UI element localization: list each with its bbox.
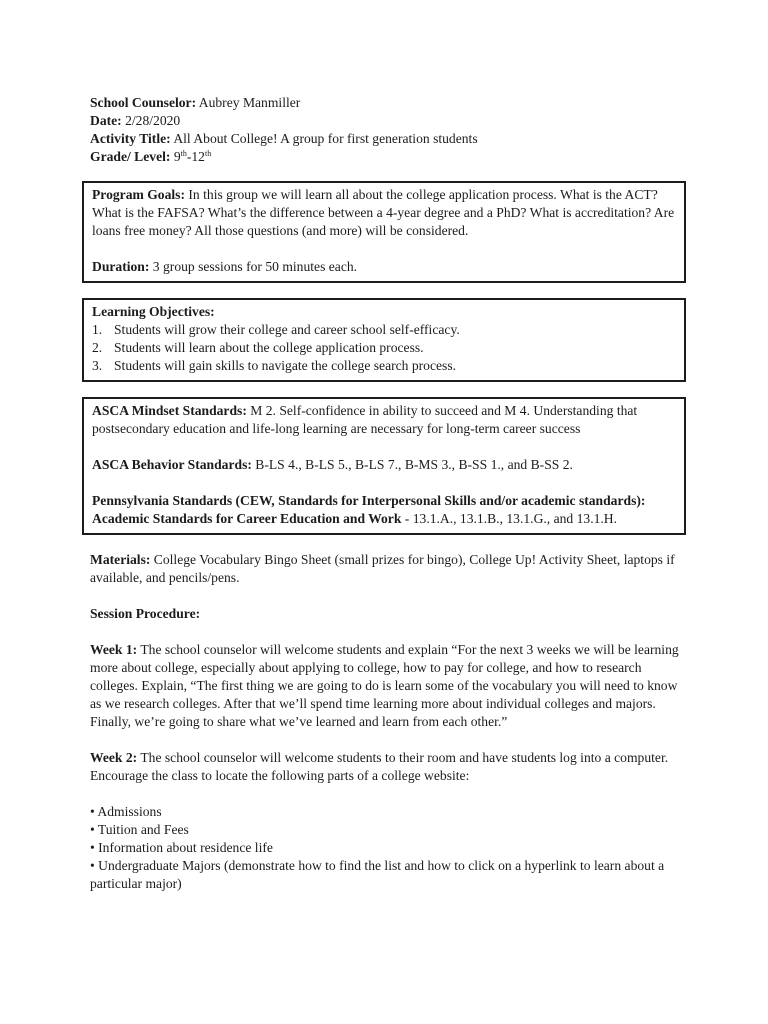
- counselor-line: [90, 94, 690, 112]
- website-part-item: • Information about residence life: [90, 840, 273, 855]
- duration-text: 3 group sessions for 50 minutes each.: [149, 259, 358, 274]
- learning-objectives-heading: [92, 303, 676, 321]
- week-1-text: The school counselor will welcome students and explain “For the next 3 weeks we will be learning more about college, especially about applying to college, how to pay for college, and how to research colleges. Explain, “The first thing we are going to do is learn some of the vocabulary you will need to know as we research colleges. After that we’ll spend time learning more about individual colleges and majors. Finally, we’re going to share what we’ve learned and learn from each other.”: [90, 642, 679, 729]
- materials-paragraph: [90, 551, 690, 587]
- objective-number: 3.: [92, 358, 103, 373]
- website-part-item: • Admissions: [90, 804, 162, 819]
- date-label: Date:: [90, 113, 122, 128]
- week-2-paragraph: [90, 749, 690, 785]
- grade-end-suffix: th: [204, 149, 212, 158]
- objective-number: 2.: [92, 340, 103, 355]
- program-goals-label: Program Goals:: [92, 187, 185, 202]
- counselor-label: School Counselor:: [90, 95, 197, 110]
- mindset-standards-text: M 2. Self-confidence in ability to succeed and M 4. Understanding that postsecondary education and life-long learning are necessary for long-term career success: [92, 403, 638, 436]
- learning-objectives-heading-text: Learning Objectives:: [92, 304, 215, 319]
- objective-item: [92, 357, 676, 375]
- date-value: 2/28/2020: [121, 113, 181, 128]
- website-part-item: • Tuition and Fees: [90, 822, 189, 837]
- objective-item: [92, 321, 676, 339]
- date-line: [90, 112, 690, 130]
- week-2-label: Week 2:: [90, 750, 138, 765]
- pennsylvania-standards-paragraph: [92, 492, 676, 528]
- week-1-label: Week 1:: [90, 642, 138, 657]
- objective-text: Students will grow their college and career school self-efficacy.: [114, 322, 460, 337]
- mindset-standards-paragraph: [92, 402, 676, 438]
- session-procedure-heading: [90, 605, 690, 623]
- counselor-value: Aubrey Manmiller: [196, 95, 301, 110]
- program-goals-paragraph: [92, 186, 676, 240]
- pennsylvania-standards-label: Pennsylvania Standards (CEW, Standards for Interpersonal Skills and/or academic standards): Academic Standards for Career Education and Work: [92, 493, 646, 526]
- materials-label: Materials:: [90, 552, 151, 567]
- program-goals-text: In this group we will learn all about the college application process. What is the ACT? What is the FAFSA? What’s the difference between a 4-year degree and a PhD? What is accreditation? Are loans free money? All those questions (and more) will be considered.: [92, 187, 675, 238]
- program-goals-box: [82, 181, 686, 283]
- standards-box: [82, 397, 686, 535]
- objective-number: 1.: [92, 322, 103, 337]
- week-2-text: The school counselor will welcome students to their room and have students log into a computer. Encourage the class to locate the following parts of a college website:: [90, 750, 669, 783]
- grade-label: Grade/ Level:: [90, 149, 171, 164]
- grade-end: -12: [186, 149, 205, 164]
- grade-start: 9: [170, 149, 181, 164]
- materials-text: College Vocabulary Bingo Sheet (small prizes for bingo), College Up! Activity Sheet, laptops if available, and pencils/pens.: [90, 552, 675, 585]
- website-part-item: • Undergraduate Majors (demonstrate how to find the list and how to click on a hyperlink to learn about a particular major): [90, 858, 665, 891]
- mindset-standards-label: ASCA Mindset Standards:: [92, 403, 247, 418]
- learning-objectives-box: [82, 298, 686, 382]
- activity-title-line: [90, 130, 690, 148]
- activity-title-label: Activity Title:: [90, 131, 171, 146]
- objective-item: [92, 339, 676, 357]
- duration-paragraph: [92, 258, 676, 276]
- behavior-standards-label: ASCA Behavior Standards:: [92, 457, 252, 472]
- grade-start-suffix: th: [180, 149, 187, 158]
- behavior-standards-text: B-LS 4., B-LS 5., B-LS 7., B-MS 3., B-SS 1., and B-SS 2.: [251, 457, 573, 472]
- grade-line: [90, 148, 690, 166]
- objective-text: Students will gain skills to navigate the college search process.: [114, 358, 457, 373]
- document-body: [90, 94, 690, 893]
- activity-title-value: All About College! A group for first generation students: [170, 131, 478, 146]
- session-procedure-heading-text: Session Procedure:: [90, 606, 201, 621]
- duration-label: Duration:: [92, 259, 150, 274]
- behavior-standards-paragraph: [92, 456, 676, 474]
- pennsylvania-standards-text: - 13.1.A., 13.1.B., 13.1.G., and 13.1.H.: [401, 511, 618, 526]
- week-1-paragraph: [90, 641, 690, 731]
- objective-text: Students will learn about the college application process.: [114, 340, 424, 355]
